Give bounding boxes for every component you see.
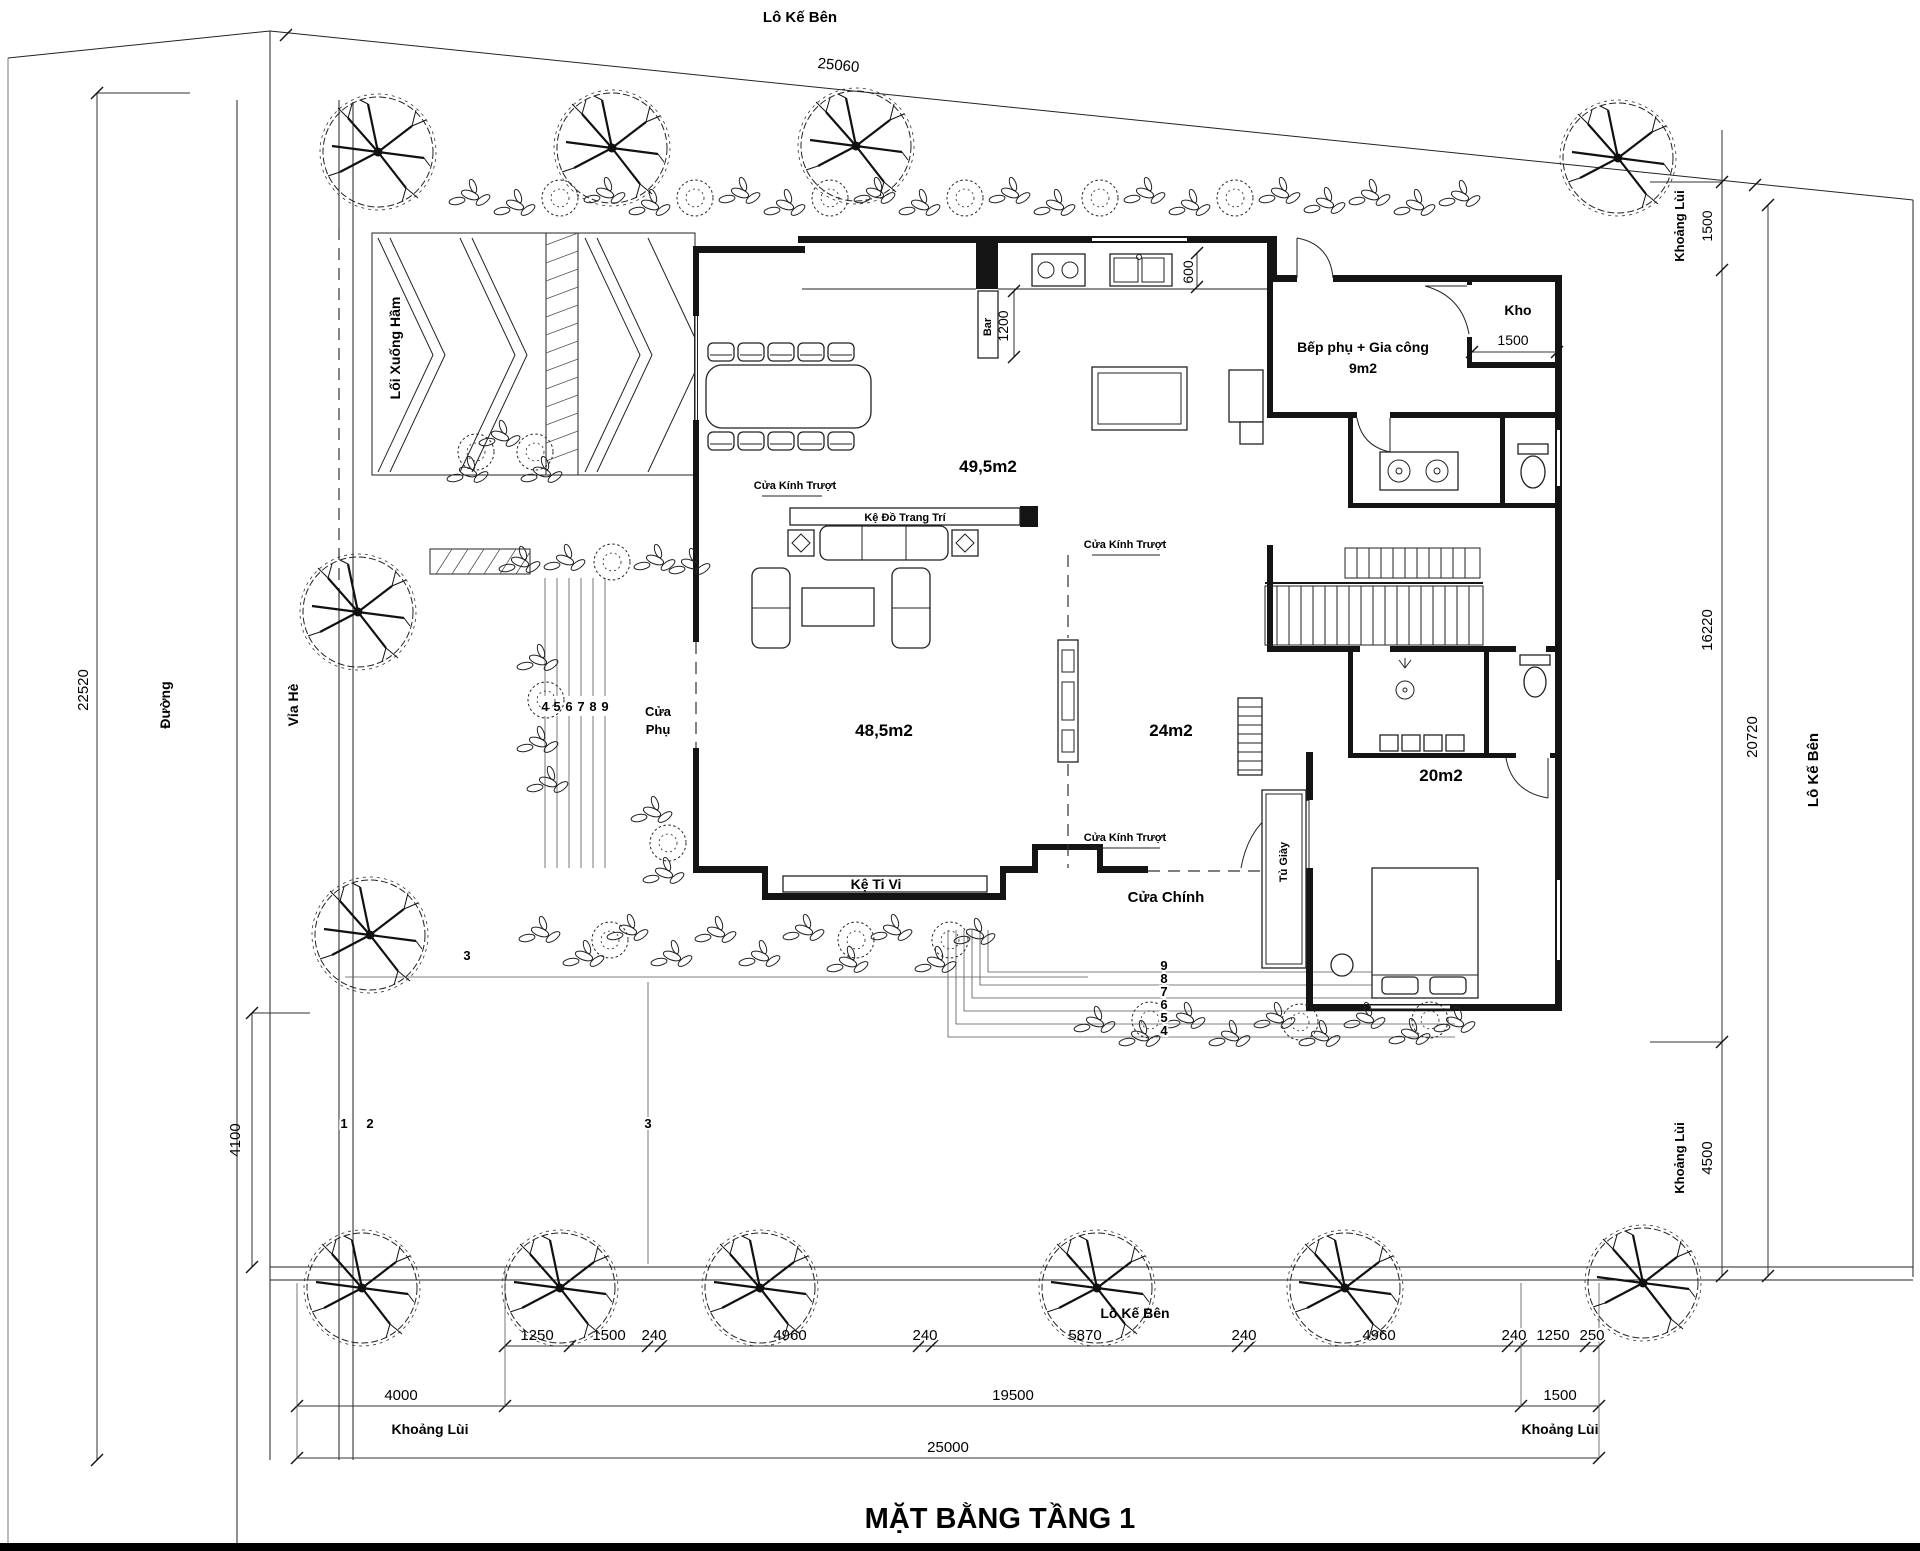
bedroom: [1262, 790, 1478, 998]
step-num: 5: [1160, 1010, 1168, 1025]
storage-width-dim: 1500: [1497, 332, 1529, 348]
dimension-lines: [91, 29, 1774, 1466]
step-num: 8: [1160, 971, 1168, 986]
setback-bottom-right-label: Khoảng Lùi: [1672, 1122, 1687, 1194]
toilet-2: [1524, 667, 1546, 697]
step-num: 9: [1160, 958, 1168, 973]
sofa: [820, 526, 948, 560]
step-num: 9: [601, 699, 609, 714]
bedroom-area: 20m2: [1419, 766, 1463, 785]
hall-area: 24m2: [1149, 721, 1193, 740]
step-num: 6: [565, 699, 573, 714]
sliding-door-label-1: Cửa Kính Trượt: [753, 480, 837, 492]
dim-row1: 4960: [1362, 1327, 1396, 1344]
dim-row2: 4000: [384, 1387, 418, 1404]
level-marker-3: 3: [463, 948, 471, 963]
setback-bottom-left-label: Khoảng Lùi: [391, 1421, 469, 1437]
dim-row1: 5870: [1068, 1327, 1102, 1344]
dim-row1: 4960: [773, 1327, 807, 1344]
tree-icon: [312, 877, 428, 993]
dim-row1: 240: [1501, 1327, 1527, 1344]
kitchen: [802, 247, 1267, 444]
step-num: 4: [1160, 1023, 1168, 1038]
right-total-dim: 20720: [1744, 716, 1761, 758]
counter-depth-dim: 600: [1180, 260, 1196, 284]
bar-depth-dim: 1200: [995, 310, 1011, 342]
level-marker-2: 2: [366, 1116, 374, 1131]
site-left-dim: 22520: [75, 669, 92, 711]
dim-row1: 240: [912, 1327, 938, 1344]
plan-title: MẶT BẰNG TẦNG 1: [864, 1503, 1136, 1535]
adjacent-lot-right-label: Lô Kế Bên: [1805, 732, 1822, 808]
sliding-door-label-3: Cửa Kính Trượt: [1083, 832, 1167, 844]
right-mid-dim: 16220: [1699, 609, 1716, 651]
tree-icon: [1585, 1225, 1701, 1341]
level-marker-1: 1: [340, 1116, 348, 1131]
setback-bottom-right-dim: 4500: [1699, 1141, 1716, 1175]
side-table: [1331, 954, 1353, 976]
side-door-label-1: Cửa: [644, 704, 672, 719]
staircase: [1265, 548, 1483, 645]
kitchen-island: [1092, 367, 1187, 430]
toilet: [1521, 456, 1545, 488]
basement-ramp-label: Lối Xuống Hầm: [387, 296, 403, 400]
dining-table: [706, 365, 871, 428]
dim-row2: 1500: [1543, 1387, 1577, 1404]
step-num: 7: [1160, 984, 1168, 999]
sidewalk-label: Vỉa Hè: [285, 683, 301, 727]
main-door-label: Cửa Chính: [1127, 889, 1205, 906]
setback-top-right-label: Khoảng Lùi: [1672, 190, 1687, 262]
dim-row1: 240: [1231, 1327, 1257, 1344]
living-area: 48,5m2: [855, 721, 913, 740]
level-marker-3b: 3: [644, 1116, 652, 1131]
sliding-door-label-2: Cửa Kính Trượt: [1083, 539, 1167, 551]
side-door-label-2: Phụ: [645, 722, 671, 737]
tree-icon: [798, 88, 914, 204]
front-offset-dim: 4100: [227, 1123, 244, 1157]
adjacent-lot-top-label: Lô Kế Bên: [762, 9, 838, 26]
coffee-table: [802, 588, 874, 626]
dim-row1: 1250: [1536, 1327, 1570, 1344]
dim-row1: 1500: [592, 1327, 626, 1344]
step-num: 4: [541, 699, 549, 714]
shoe-cabinet-label: Tủ Giày: [1278, 841, 1290, 883]
site-boundaries: [0, 31, 1920, 1551]
setback-bottom-right-label2: Khoảng Lùi: [1521, 1421, 1599, 1437]
basement-ramp: [372, 233, 695, 574]
aux-kitchen-area: 9m2: [1348, 360, 1378, 376]
shower: [1396, 681, 1414, 699]
setback-top-right-dim: 1500: [1699, 210, 1715, 242]
bathroom-top: [1380, 444, 1548, 490]
living-set: [752, 508, 1020, 648]
tree-icon: [300, 554, 416, 670]
site-top-dim: 25060: [816, 54, 861, 77]
decor-shelf-label: Kệ Đồ Trang Trí: [864, 512, 946, 524]
dining-set: [706, 343, 871, 450]
stove: [1032, 254, 1085, 286]
dim-row1: 1250: [520, 1327, 554, 1344]
tree-icon: [1560, 100, 1676, 216]
shrubs: [447, 176, 1482, 1048]
dim-row2: 19500: [992, 1387, 1034, 1404]
bathroom-mid: [1380, 655, 1550, 751]
aux-kitchen-name: Bếp phụ + Gia công: [1297, 339, 1429, 355]
tree-icon: [320, 94, 436, 210]
tree-icon: [304, 1230, 420, 1346]
hall-units: [1058, 640, 1262, 775]
step-num: 7: [577, 699, 585, 714]
storage-name: Kho: [1504, 302, 1532, 318]
dining-kitchen-area: 49,5m2: [959, 457, 1017, 476]
bar-label: Bar: [982, 317, 994, 337]
adjacent-lot-bottom-label: Lô Kế Bên: [1100, 1305, 1170, 1321]
road-label: Đường: [157, 681, 173, 729]
dim-row1: 240: [641, 1327, 667, 1344]
tv-shelf-label: Kệ Ti Vi: [850, 876, 902, 892]
bottom-total-dim: 25000: [927, 1439, 969, 1456]
louver-unit: [1238, 698, 1262, 775]
step-num: 8: [589, 699, 597, 714]
step-num: 6: [1160, 997, 1168, 1012]
step-num: 5: [553, 699, 561, 714]
dim-row1: 250: [1579, 1327, 1605, 1344]
basin-counter: [1380, 452, 1458, 490]
